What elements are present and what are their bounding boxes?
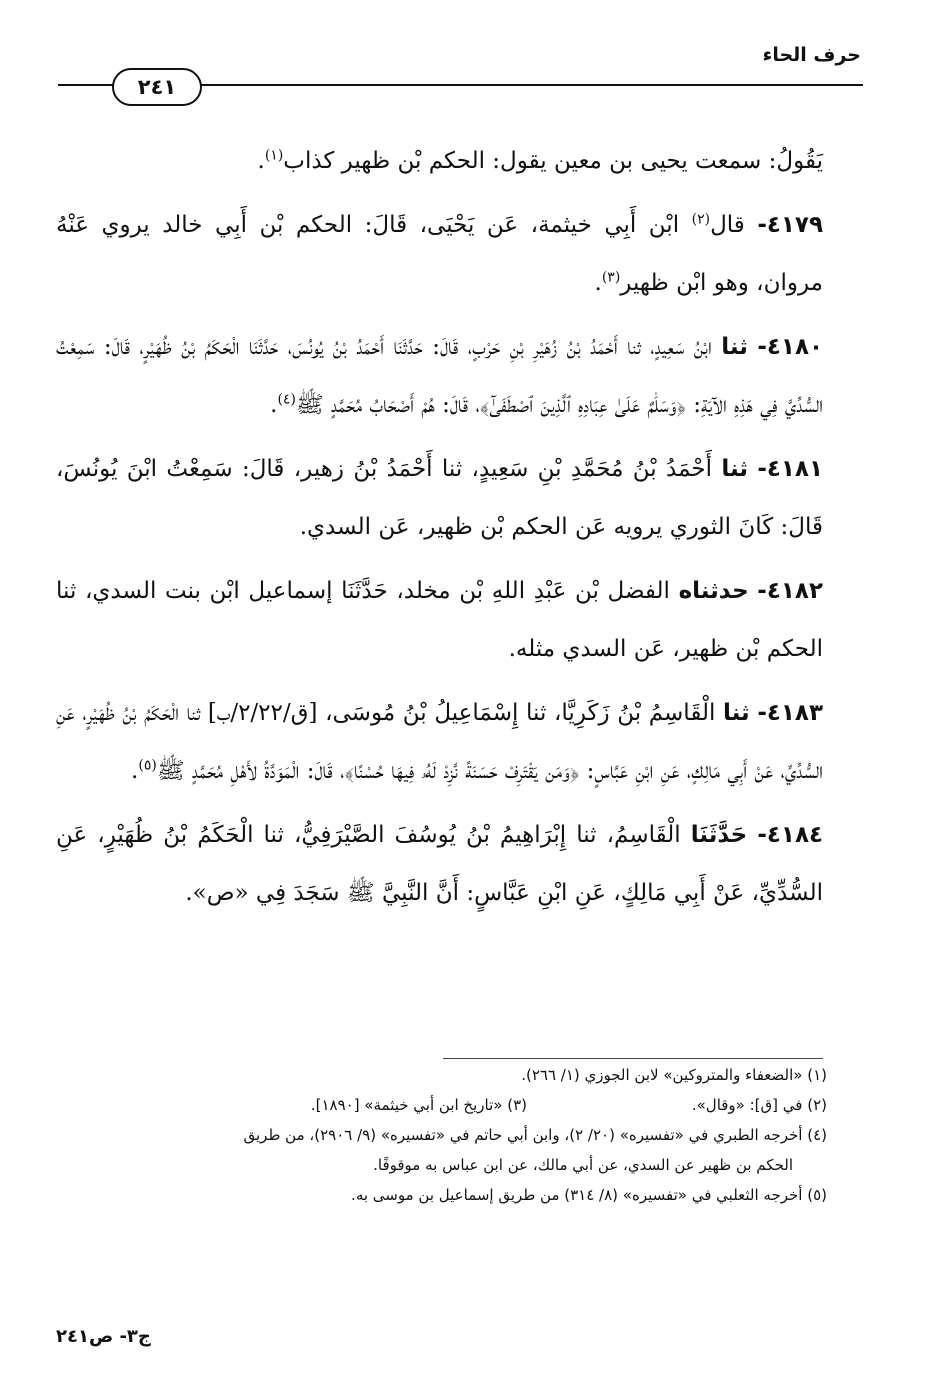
paragraph-4184 bbox=[56, 806, 823, 922]
narration-keyword: حَدَّثَنَا bbox=[690, 822, 748, 848]
paragraph-text: يَقُولُ: سمعت يحيى بن معين يقول: الحكم بْن ظهير كذاب bbox=[283, 148, 823, 174]
hadith-number: ٤١٨١- bbox=[757, 456, 824, 482]
paragraph-intro: يَقُولُ: سمعت يحيى بن معين يقول: الحكم بْن ظهير كذاب$^{(١)}$. bbox=[257, 147, 823, 174]
footnote-4: (٤) أخرجه الطبري في «تفسيره» (٢٠/ ٢)، وابن أبي حاتم في «تفسيره» (٩/ ٢٩٠٦)، من طريق bbox=[243, 1126, 827, 1144]
page-number-badge: ٢٤١ bbox=[112, 68, 202, 106]
narration-keyword: حدثناه bbox=[678, 578, 749, 604]
footnote-separator bbox=[443, 1058, 823, 1059]
footnote-marker: (٤) bbox=[277, 391, 296, 408]
footnote-marker: (١) bbox=[264, 147, 284, 164]
narration-keyword: ثنا bbox=[723, 700, 750, 726]
paragraph-text: ابْن أَبِي خيثمة، عَن يَحْيَى، قَالَ: الحكم بْن أَبِي خالد يروي عَنْهُ مروان، وهو ابْن ظهير bbox=[56, 212, 823, 296]
paragraph-text: قال bbox=[710, 212, 745, 238]
footnotes bbox=[56, 1060, 827, 1210]
footnote-3: (٣) «تاريخ ابن أبي خيثمة» [١٨٩٠]. bbox=[310, 1096, 527, 1114]
hadith-number: ٤١٨٤- bbox=[757, 822, 824, 848]
paragraph-text: الْقَاسِمُ بْنُ زَكَرِيَّا، ثنا إِسْمَاعِيلُ بْنُ مُوسَى، [ق/٢/٢٢/ب] ثنا الْحَكَمُ بْنُ ظُهَيْرٍ، عَنِ السُّدِّيِّ، عَنْ أَبِي مَالِكٍ، عَنِ ابْنِ عَبَّاسٍ: ﴿وَمَن يَقْتَرِفْ حَسَنَةً نَّزِدْ لَهُۥ فِيهَا حُسْنًا﴾، قَالَ: الْمَوَدَّةُ لأَهْلِ مُحَمَّدٍ ﷺ bbox=[56, 700, 823, 784]
hadith-number: ٤١٧٩- bbox=[757, 212, 824, 238]
paragraph-4179: ٤١٧٩- قال$^{(٢)}$ ابْن أَبِي خيثمة، عَن يَحْيَى، قَالَ: الحكم بْن أَبِي خالد يروي عَنْهُ مروان، وهو ابْن ظهير$^{(٣)}$. bbox=[56, 211, 824, 296]
footnote-marker: (٥) bbox=[138, 757, 157, 774]
paragraph-4182 bbox=[56, 562, 823, 678]
volume-page-reference: ج٣- ص٢٤١ bbox=[56, 1326, 151, 1347]
footnote-1: (١) «الضعفاء والمتروكين» لابن الجوزي (١/ ٢٦٦). bbox=[521, 1066, 827, 1084]
narration-keyword: ثنا bbox=[721, 456, 748, 482]
footnote-marker: (٢) bbox=[691, 211, 711, 228]
footnote-marker: (٣) bbox=[601, 269, 621, 286]
paragraph-text: أَحْمَدُ بْنُ مُحَمَّدِ بْنِ سَعِيدٍ، ثنا أَحْمَدُ بْنُ زهير، قَالَ: سَمِعْتُ ابْنَ يُونُسَ، قَالَ: كَانَ الثوري يرويه عَن الحكم بْن ظهير، عَن السدي. bbox=[56, 456, 823, 540]
footnote-4-continuation: الحكم بن ظهير عن السدي، عن أبي مالك، عن ابن عباس به موقوفًا. bbox=[373, 1156, 793, 1174]
paragraph-text: الْقَاسِمُ، ثنا إِبْرَاهِيمُ بْنُ يُوسُفَ الصَّيْرَفِيُّ، ثنا الْحَكَمُ بْنُ ظُهَيْرٍ، عَنِ السُّدِّيِّ، عَنْ أَبِي مَالِكٍ، عَنِ ابْنِ عَبَّاسٍ: أَنَّ النَّبِيَّ ﷺ سَجَدَ فِي «ص». bbox=[56, 822, 823, 906]
footnote-5: (٥) أخرجه الثعلبي في «تفسيره» (٨/ ٣١٤) من طريق إسماعيل بن موسى به. bbox=[351, 1186, 827, 1204]
footnote-row bbox=[56, 1090, 827, 1120]
footnote-2: (٢) في [ق]: «وقال». bbox=[691, 1096, 827, 1114]
paragraph-4181 bbox=[56, 440, 823, 556]
paragraph-4183: ٤١٨٣- ثنا الْقَاسِمُ بْنُ زَكَرِيَّا، ثنا إِسْمَاعِيلُ بْنُ مُوسَى، [ق/٢/٢٢/ب] ثنا الْحَكَمُ بْنُ ظُهَيْرٍ، عَنِ السُّدِّيِّ، عَنْ أَبِي مَالِكٍ، عَنِ ابْنِ عَبَّاسٍ: ﴿وَمَن يَقْتَرِفْ حَسَنَةً نَّزِدْ لَهُۥ فِيهَا حُسْنًا﴾، قَالَ: الْمَوَدَّةُ لأَهْلِ مُحَمَّدٍ ﷺ$^{(٥)}$. bbox=[56, 700, 824, 784]
paragraph-text: الفضل بْن عَبْدِ اللهِ بْن مخلد، حَدَّثَنَا إسماعيل ابْن بنت السدي، ثنا الحكم بْن ظهير، عَن السدي مثله. bbox=[56, 578, 823, 662]
main-text bbox=[56, 132, 823, 928]
running-title: حرف الحاء bbox=[762, 44, 861, 66]
hadith-number: ٤١٨٠- bbox=[757, 334, 824, 360]
paragraph-4180: ٤١٨٠- ثنا ابْنُ سَعِيدٍ، ثنا أَحْمَدُ بْنُ زُهَيْرِ بْنِ حَرْبٍ، قَالَ: حَدَّثَنَا أَحْمَدُ بْنُ يُونُسَ، حَدَّثَنَا الْحَكَمُ بْنُ ظُهَيْرٍ، قَالَ: سَمِعْتُ السُّدِّيَّ فِي هَذِهِ الآيَةِ: ﴿وَسَلَٰمٌ عَلَىٰ عِبَادِهِ ٱلَّذِينَ ٱصْطَفَىٰٓ﴾، قَالَ: هُمْ أَصْحَابُ مُحَمَّدٍ ﷺ$^{(٤)}$. bbox=[56, 334, 824, 418]
paragraph-text: ابْنُ سَعِيدٍ، ثنا أَحْمَدُ بْنُ زُهَيْرِ بْنِ حَرْبٍ، قَالَ: حَدَّثَنَا أَحْمَدُ بْنُ يُونُسَ، حَدَّثَنَا الْحَكَمُ بْنُ ظُهَيْرٍ، قَالَ: سَمِعْتُ السُّدِّيَّ فِي هَذِهِ الآيَةِ: ﴿وَسَلَٰمٌ عَلَىٰ عِبَادِهِ ٱلَّذِينَ ٱصْطَفَىٰٓ﴾، قَالَ: هُمْ أَصْحَابُ مُحَمَّدٍ ﷺ bbox=[56, 334, 823, 418]
hadith-number: ٤١٨٢- bbox=[757, 578, 823, 604]
hadith-number: ٤١٨٣- bbox=[757, 700, 824, 726]
narration-keyword: ثنا bbox=[721, 334, 748, 360]
